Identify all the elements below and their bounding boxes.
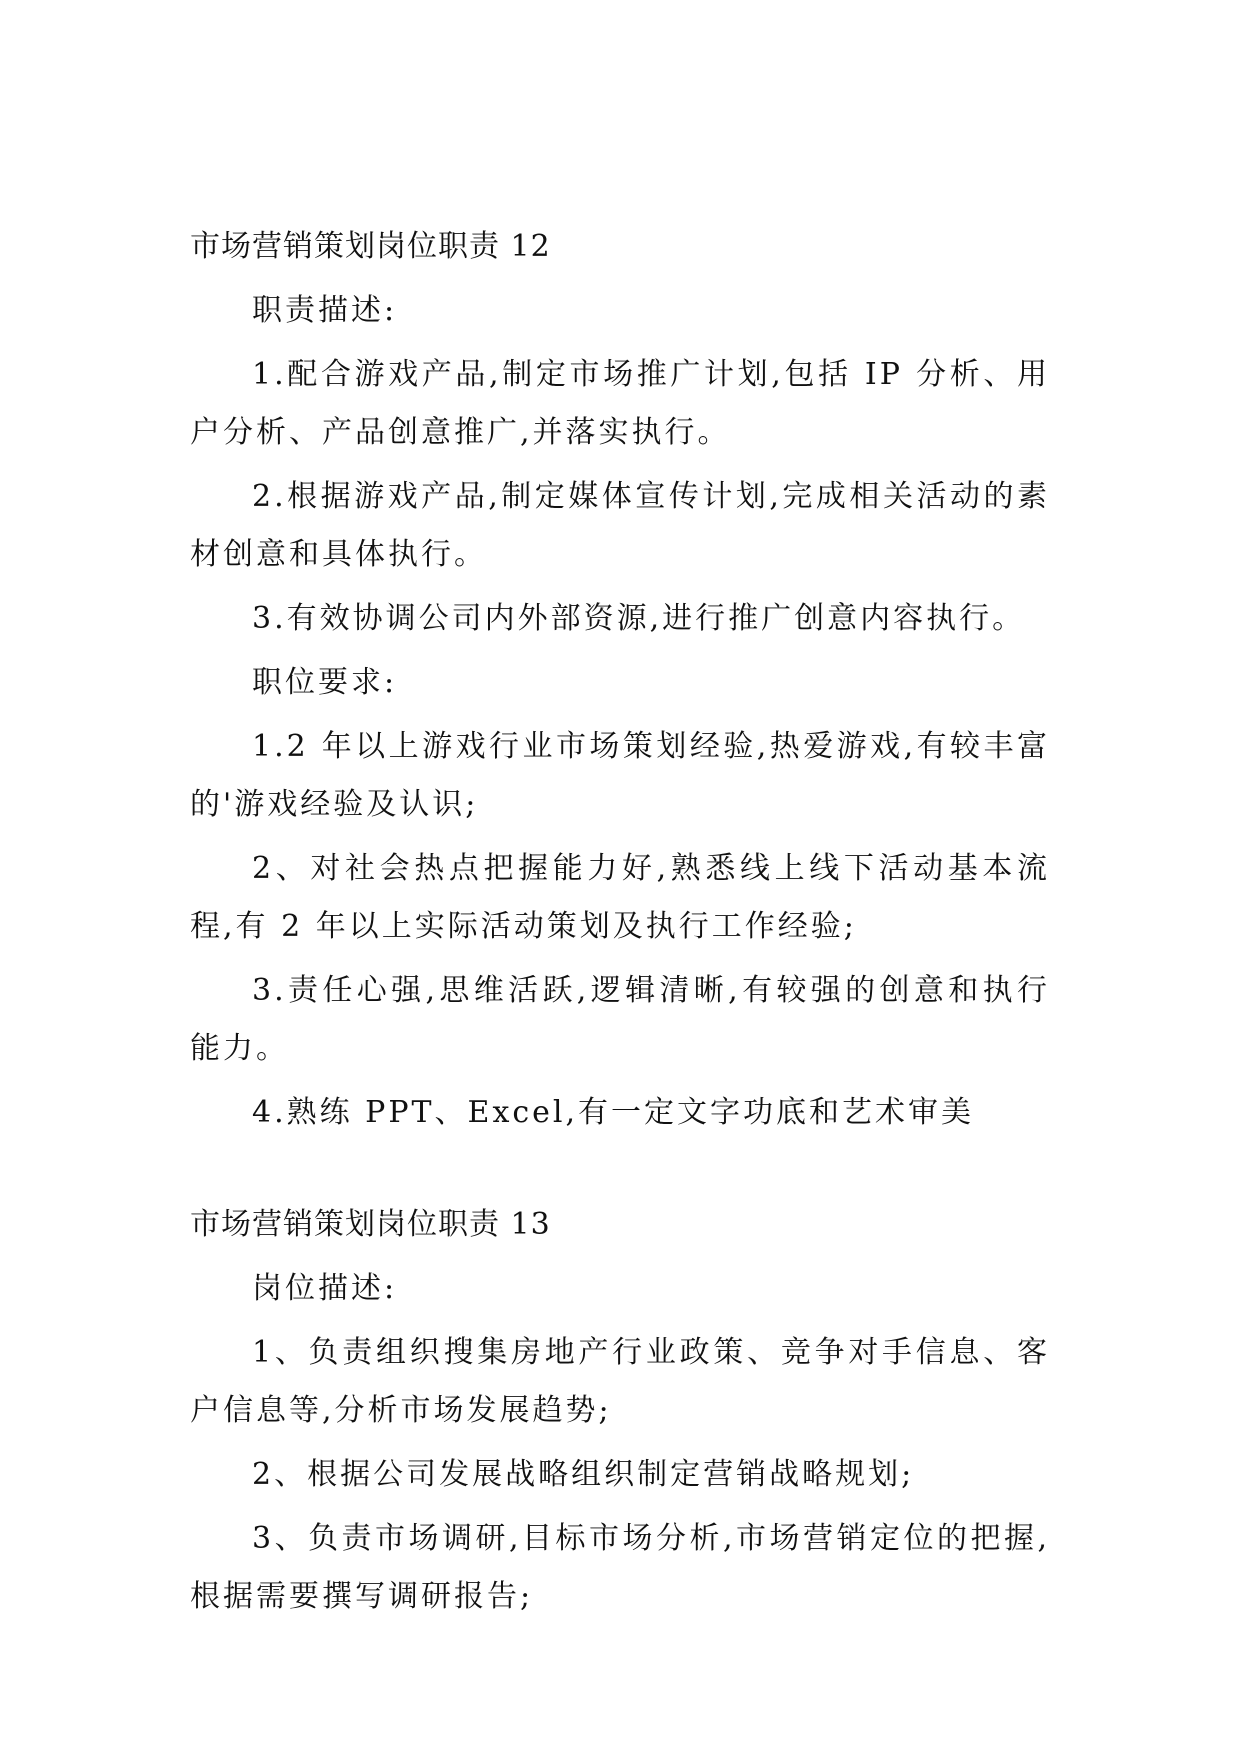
- list-item: 3.有效协调公司内外部资源,进行推广创意内容执行。: [252, 601, 1026, 636]
- subheading-duty-description: 职责描述:: [252, 293, 398, 328]
- list-item: 2.根据游戏产品,制定媒体宣传计划,完成相关活动的素材创意和具体执行。: [190, 479, 1050, 572]
- subheading-job-requirements: 职位要求:: [252, 665, 398, 700]
- section-title: 市场营销策划岗位职责 13: [190, 1207, 551, 1242]
- list-item: 2、根据公司发展战略组织制定营销战略规划;: [252, 1457, 915, 1492]
- list-item: 1.2 年以上游戏行业市场策划经验,热爱游戏,有较丰富的'游戏经验及认识;: [190, 729, 1050, 822]
- list-item: 4.熟练 PPT、Excel,有一定文字功底和艺术审美: [252, 1095, 975, 1130]
- section-13: [190, 1196, 1050, 1626]
- section-12: [190, 218, 1050, 1142]
- document-body: [190, 218, 1050, 1626]
- list-item: 1.配合游戏产品,制定市场推广计划,包括 IP 分析、用户分析、产品创意推广,并落实执行。: [190, 357, 1050, 450]
- list-item: 3.责任心强,思维活跃,逻辑清晰,有较强的创意和执行能力。: [190, 973, 1050, 1066]
- list-item: 3、负责市场调研,目标市场分析,市场营销定位的把握,根据需要撰写调研报告;: [190, 1521, 1050, 1614]
- list-item: 1、负责组织搜集房地产行业政策、竞争对手信息、客户信息等,分析市场发展趋势;: [190, 1335, 1050, 1428]
- list-item: 2、对社会热点把握能力好,熟悉线上线下活动基本流程,有 2 年以上实际活动策划及执行工作经验;: [190, 851, 1050, 944]
- section-title: 市场营销策划岗位职责 12: [190, 229, 551, 264]
- subheading-position-description: 岗位描述:: [252, 1271, 398, 1306]
